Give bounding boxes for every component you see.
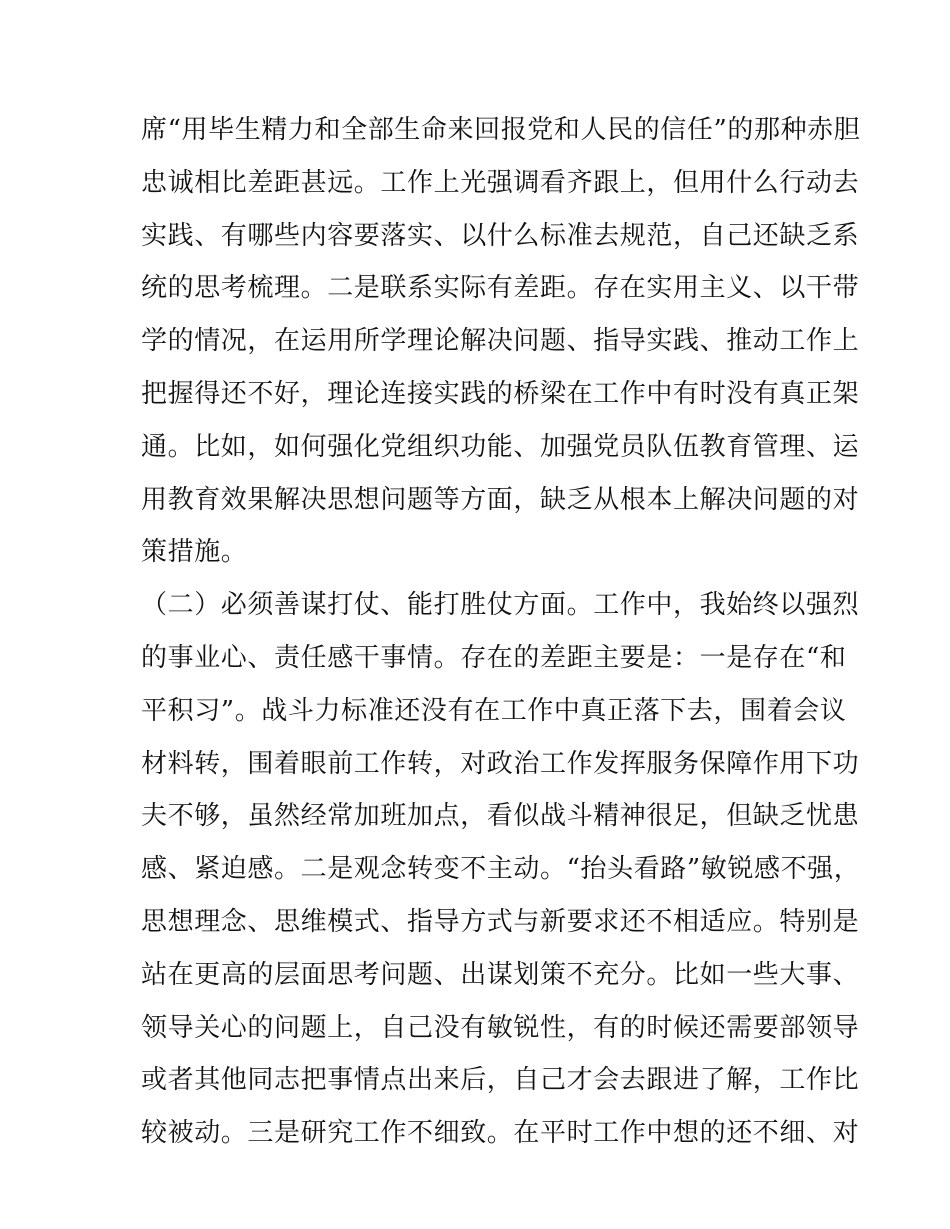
text-line: 把握得还不好，理论连接实践的桥梁在工作中有时没有真正架 <box>141 378 860 409</box>
text-line: 领导关心的问题上，自己没有敏锐性，有的时候还需要部领导 <box>141 1012 860 1043</box>
text-line: 忠诚相比差距甚远。工作上光强调看齐跟上，但用什么行动去 <box>141 167 860 198</box>
text-line: 材料转，围着眼前工作转，对政治工作发挥服务保障作用下功 <box>141 748 860 779</box>
text-line: 统的思考梳理。二是联系实际有差距。存在实用主义、以干带 <box>141 273 860 304</box>
text-line: 用教育效果解决思想问题等方面，缺乏从根本上解决问题的对 <box>141 484 860 515</box>
text-line: 实践、有哪些内容要落实、以什么标准去规范，自己还缺乏系 <box>141 220 860 251</box>
text-line: 平积习”。战斗力标准还没有在工作中真正落下去，围着会议 <box>141 695 847 726</box>
text-line: 学的情况，在运用所学理论解决问题、指导实践、推动工作上 <box>141 326 860 357</box>
body-text <box>141 104 861 1160</box>
text-line: 夫不够，虽然经常加班加点，看似战斗精神很足，但缺乏忧患 <box>141 801 860 832</box>
text-line: 较被动。三是研究工作不细致。在平时工作中想的还不细、对 <box>141 1118 860 1149</box>
text-line: 感、紧迫感。二是观念转变不主动。“抬头看路”敏锐感不强， <box>141 854 861 885</box>
text-line: 站在更高的层面思考问题、出谋划策不充分。比如一些大事、 <box>141 959 860 990</box>
text-line: 席“用毕生精力和全部生命来回报党和人民的信任”的那种赤胆 <box>141 115 861 145</box>
text-line: 通。比如，如何强化党组织功能、加强党员队伍教育管理、运 <box>141 431 860 462</box>
text-line: 或者其他同志把事情点出来后，自己才会去跟进了解，工作比 <box>141 1065 860 1096</box>
text-line: 的事业心、责任感干事情。存在的差距主要是：一是存在“和 <box>141 642 847 673</box>
text-line: 策措施。 <box>141 537 248 568</box>
text-line: 思想理念、思维模式、指导方式与新要求还不相适应。特别是 <box>141 906 860 937</box>
section-heading-line: （二）必须善谋打仗、能打胜仗方面。工作中，我始终以强烈 <box>141 590 860 621</box>
